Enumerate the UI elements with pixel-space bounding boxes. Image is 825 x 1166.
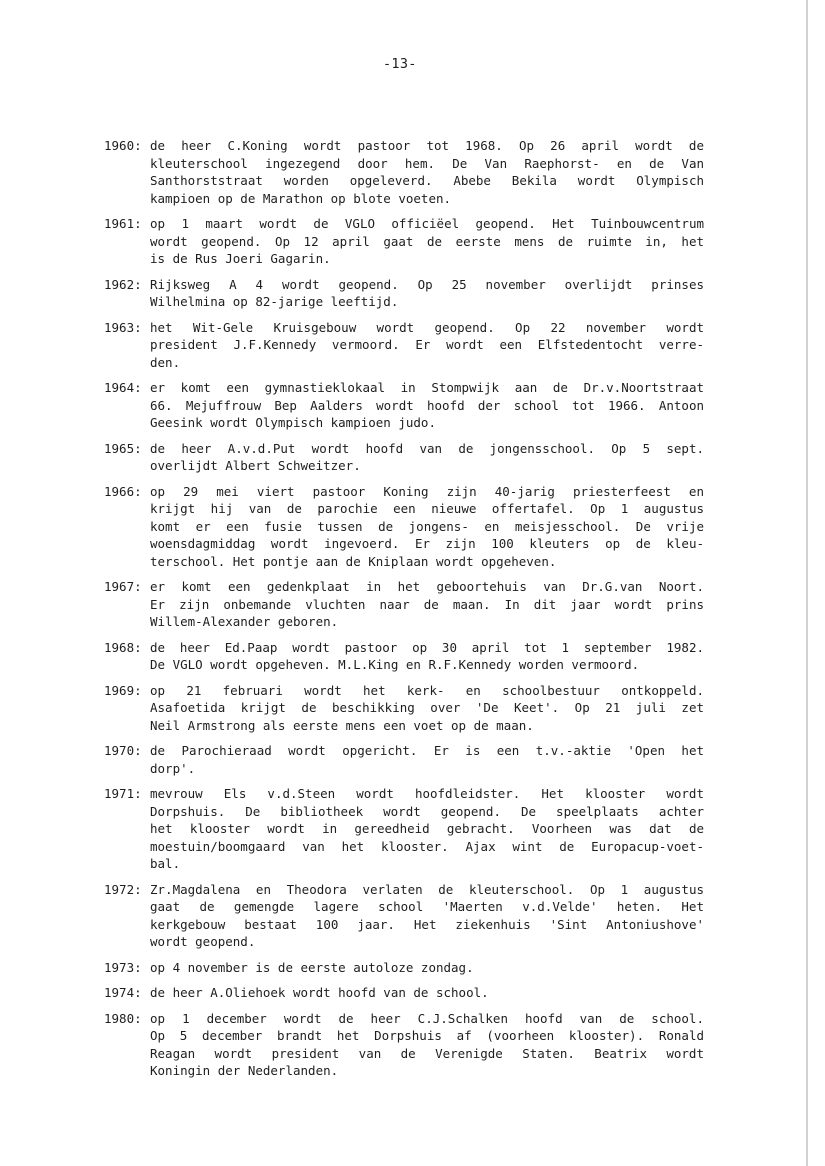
entry-year: 1963: (104, 319, 142, 335)
entry-year: 1968: (104, 639, 142, 655)
entry-text (150, 578, 704, 631)
entry-text-line: den. (150, 354, 181, 370)
chronology-entry (104, 440, 704, 475)
entry-text-line: overlijdt Albert Schweitzer. (150, 458, 361, 473)
entry-year: 1974: (104, 985, 142, 1000)
entry-text (150, 785, 704, 873)
entry-text (150, 379, 704, 432)
entry-text (150, 1010, 704, 1080)
entry-text-line: Rijksweg A 4 wordt geopend. Op 25 november overlijdt prinses (150, 276, 704, 292)
entry-text (150, 276, 704, 311)
page-number: -13- (383, 56, 417, 72)
entry-text-line: het klooster wordt in gereedheid gebracht. Voorheen was dat de (150, 821, 704, 836)
chronology-entry (104, 215, 704, 268)
chronology-entry (104, 276, 704, 311)
entry-text-line: moestuin/boomgaard van het klooster. Ajax wint de Europacup-voet- (150, 838, 704, 854)
chronology-entry (104, 881, 704, 951)
chronology-list (104, 137, 704, 1088)
page-edge-line (806, 0, 808, 1166)
entry-year: 1969: (104, 682, 142, 698)
chronology-entry (104, 578, 704, 631)
entry-text-line: Asafoetida krijgt de beschikking over 'De Keet'. Op 21 juli zet (150, 700, 704, 715)
entry-text-line: de heer C.Koning wordt pastoor tot 1968. Op 26 april wordt de (150, 138, 704, 153)
entry-text-line: Wilhelmina op 82-jarige leeftijd. (150, 294, 399, 309)
entry-text-line: kampioen op de Marathon op blote voeten. (150, 190, 452, 206)
entry-text-line: president J.F.Kennedy vermoord. Er wordt een Elfstedentocht verre- (150, 337, 704, 352)
entry-text-line: terschool. Het pontje aan de Kniplaan wordt opgeheven. (150, 553, 557, 569)
entry-text-line: op 1 maart wordt de VGLO officiëel geopend. Het Tuinbouwcentrum (150, 216, 704, 231)
entry-text-line: Er zijn onbemande vluchten naar de maan. In dit jaar wordt prins (150, 596, 704, 612)
chronology-entry (104, 379, 704, 432)
entry-year: 1970: (104, 743, 142, 758)
chronology-entry (104, 137, 704, 207)
entry-text (150, 742, 704, 777)
entry-text-line: Reagan wordt president van de Verenigde Staten. Beatrix wordt (150, 1045, 704, 1061)
chronology-entry (104, 319, 704, 372)
entry-year: 1964: (104, 380, 142, 395)
entry-text-line: het Wit-Gele Kruisgebouw wordt geopend. Op 22 november wordt (150, 319, 704, 335)
entry-text (150, 137, 704, 207)
entry-text-line: wordt geopend. Op 12 april gaat de eerste mens de ruimte in, het (150, 233, 704, 249)
entry-text-line: komt er een fusie tussen de jongens- en meisjesschool. De vrije (150, 518, 704, 534)
entry-text (150, 959, 704, 977)
chronology-entry (104, 785, 704, 873)
entry-text-line: op 1 december wordt de heer C.J.Schalken hoofd van de school. (150, 1010, 704, 1026)
entry-year: 1972: (104, 881, 142, 897)
entry-text-line: Zr.Magdalena en Theodora verlaten de kleuterschool. Op 1 augustus (150, 881, 704, 897)
chronology-entry (104, 1010, 704, 1080)
entry-text (150, 483, 704, 571)
entry-text (150, 440, 704, 475)
entry-text (150, 215, 704, 268)
entry-year: 1962: (104, 276, 142, 292)
entry-text-line: op 21 februari wordt het kerk- en schoolbestuur ontkoppeld. (150, 682, 704, 698)
entry-year: 1965: (104, 440, 142, 456)
entry-text-line: kerkgebouw bestaat 100 jaar. Het ziekenhuis 'Sint Antoniushove' (150, 916, 704, 932)
chronology-entry (104, 639, 704, 674)
chronology-entry (104, 483, 704, 571)
entry-year: 1961: (104, 216, 142, 231)
entry-text-line: 66. Mejuffrouw Bep Aalders wordt hoofd der school tot 1966. Antoon (150, 397, 704, 413)
entry-year: 1971: (104, 786, 142, 801)
entry-text-line: er komt een gedenkplaat in het geboortehuis van Dr.G.van Noort. (150, 579, 704, 594)
entry-year: 1973: (104, 959, 142, 975)
entry-text-line: dorp'. (150, 760, 196, 776)
entry-text-line: de Parochieraad wordt opgericht. Er is een t.v.-aktie 'Open het (150, 743, 704, 758)
entry-text-line: krijgt hij van de parochie een nieuwe offertafel. Op 1 augustus (150, 501, 704, 516)
entry-text-line: is de Rus Joeri Gagarin. (150, 251, 331, 266)
entry-year: 1966: (104, 483, 142, 499)
entry-text-line: wordt geopend. (150, 934, 256, 949)
entry-text (150, 881, 704, 951)
entry-text-line: de heer A.Oliehoek wordt hoofd van de school. (150, 985, 489, 1000)
chronology-entry (104, 742, 704, 777)
entry-text-line: Op 5 december brandt het Dorpshuis af (voorheen klooster). Ronald (150, 1028, 704, 1043)
entry-text-line: Geesink wordt Olympisch kampioen judo. (150, 415, 436, 430)
entry-text (150, 682, 704, 735)
entry-text-line: de heer Ed.Paap wordt pastoor op 30 april tot 1 september 1982. (150, 639, 704, 655)
entry-text (150, 984, 704, 1002)
entry-text-line: Neil Armstrong als eerste mens een voet op de maan. (150, 717, 534, 733)
entry-text-line: er komt een gymnastieklokaal in Stompwijk aan de Dr.v.Noortstraat (150, 380, 704, 395)
entry-text-line: De VGLO wordt opgeheven. M.L.King en R.F.Kennedy worden vermoord. (150, 657, 640, 672)
chronology-entry (104, 984, 704, 1002)
entry-text-line: mevrouw Els v.d.Steen wordt hoofdleidster. Het klooster wordt (150, 786, 704, 801)
entry-text-line: op 29 mei viert pastoor Koning zijn 40-jarig priesterfeest en (150, 483, 704, 499)
entry-text-line: Dorpshuis. De bibliotheek wordt geopend. De speelplaats achter (150, 803, 704, 819)
entry-text-line: Koningin der Nederlanden. (150, 1063, 339, 1078)
entry-text (150, 639, 704, 674)
entry-text-line: Willem-Alexander geboren. (150, 614, 339, 629)
entry-text-line: bal. (150, 856, 181, 871)
entry-text-line: de heer A.v.d.Put wordt hoofd van de jongensschool. Op 5 sept. (150, 440, 704, 456)
entry-year: 1967: (104, 579, 142, 594)
chronology-entry (104, 959, 704, 977)
entry-text (150, 319, 704, 372)
entry-text-line: op 4 november is de eerste autoloze zondag. (150, 959, 474, 975)
entry-text-line: kleuterschool ingezegend door hem. De Van Raephorst- en de Van (150, 155, 704, 171)
entry-text-line: Santhorststraat worden opgeleverd. Abebe Bekila wordt Olympisch (150, 173, 704, 188)
entry-text-line: gaat de gemengde lagere school 'Maerten v.d.Velde' heten. Het (150, 899, 704, 914)
entry-year: 1980: (104, 1010, 142, 1026)
chronology-entry (104, 682, 704, 735)
entry-text-line: woensdagmiddag wordt ingevoerd. Er zijn 100 kleuters op de kleu- (150, 536, 704, 551)
entry-year: 1960: (104, 138, 142, 153)
